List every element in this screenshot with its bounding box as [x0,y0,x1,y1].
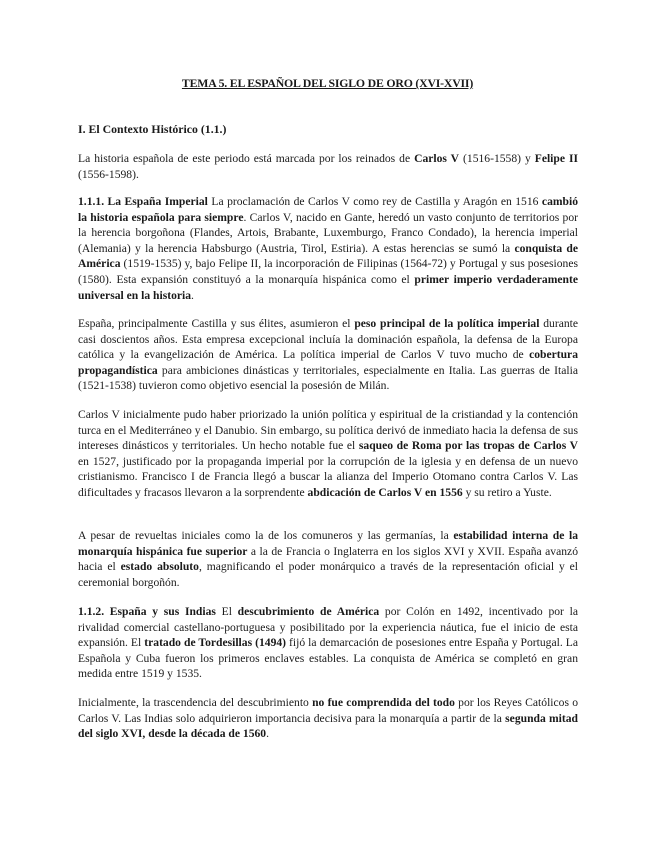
paragraph-carlos-v [78,407,578,501]
text-run: Inicialmente, la trascendencia del descubrimiento [78,696,313,709]
text-run: A pesar de revueltas iniciales como la de los comuneros y las germanías, la [78,529,454,542]
text-run: por Colón en 1492, incentivado por la rivalidad comercial castellano-portuguesa y posibilitado por la experiencia náutica, fue el inicio de esta expansión. El [78,605,578,650]
bold-text-run: estabilidad interna de la monarquía hispánica fue superior [78,529,578,558]
bold-text-run: peso principal de la política imperial [354,317,540,330]
bold-text-run: cambió la historia española para siempre [78,195,578,224]
text-run: fijó la demarcación de posesiones entre España y Portugal. La Española y Cuba fueron los primeros enclaves estables. La conquista de América se completó en gran medida entre 1519 y 1535. [78,636,578,681]
text-run: por los Reyes Católicos o Carlos V. Las Indias solo adquirieron importancia decisiva para la monarquía a partir de la [78,696,579,725]
text-run: durante casi doscientos años. Esta empresa excepcional incluía la dominación española, la defensa de la Europa católica y la evangelización de América. La política imperial de Carlos V tuvo mucho de [78,317,579,362]
text-run: . [191,288,194,302]
bold-text-run: tratado de Tordesillas (1494) [144,636,287,650]
bold-text-run: 1.1.2. España y sus Indias [78,605,216,618]
bold-text-run: abdicación de Carlos V en 1556 [307,485,463,499]
text-run: para ambiciones dinásticas y territoriales, especialmente en Italia. Las guerras de Italia (1521-1538) tuvieron como objetivo esencial la posesión de Milán. [78,363,578,393]
text-run: La proclamación de Carlos V como rey de Castilla y Aragón en 1516 [207,195,542,208]
text-run: (1556-1598). [78,167,139,181]
paragraph-espana-imperial [78,194,578,303]
text-run: . [266,727,269,741]
bold-text-run: Felipe II [534,152,578,165]
bold-text-run: 1.1.1. La España Imperial [78,195,208,208]
text-run: y su retiro a Yuste. [462,485,552,499]
bold-text-run: segunda mitad del siglo XVI, desde la década de 1560 [78,711,578,741]
text-run: Carlos V inicialmente pudo haber priorizado la unión política y espiritual de la cristiandad y la contención turca en el Mediterráneo y el Danubio. Sin embargo, su política derivó de inmediato hacia la defensa de sus intereses dinásticos y territoriales. Un hecho notable fue el [78,408,578,453]
text-run: El [215,605,238,618]
paragraph-indias [78,604,578,682]
paragraph-intro [78,151,578,182]
bold-text-run: estado absoluto [120,560,199,574]
text-run: a la de Francia o Inglaterra en los siglos XVI y XVII. España avanzó hacia el [78,544,578,574]
paragraph-estabilidad [78,528,578,590]
paragraph-peso-imperial [78,316,578,394]
bold-text-run: Carlos V [414,152,460,165]
bold-text-run: no fue comprendida del todo [312,696,455,709]
text-run: España, principalmente Castilla y sus élites, asumieron el [78,317,355,330]
bold-text-run: conquista de América [78,241,579,271]
bold-text-run: primer imperio verdaderamente universal en la historia [78,272,578,302]
document-title: TEMA 5. EL ESPAÑOL DEL SIGLO DE ORO (XVI-XVII) [181,76,474,90]
bold-text-run: descubrimiento de América [237,605,380,618]
section-heading: I. El Contexto Histórico (1.1.) [78,122,227,136]
text-run: en 1527, justificado por la propaganda imperial por la corrupción de la iglesia y en defensa de un nuevo cristianismo. Francisco I de Francia llegó a buscar la alianza del Imperio Otomano contra Carlos V. Las dificultades y fracasos llevaron a la sorprendente [78,454,578,499]
text-run: , magnificando el poder monárquico a través de la representación oficial y el ceremonial borgoñón. [78,560,579,589]
text-run: . Carlos V, nacido en Gante, heredó un vasto conjunto de territorios por la herencia borgoñona (Flandes, Artois, Brabante, Luxemburgo, Franco Condado), la herencia imperial (Alemania) y la herencia Habsburgo (Austria, Tirol, Estiria). A estas herencias se sumó la [78,210,578,255]
text-run: (1519-1535) y, bajo Felipe II, la incorporación de Filipinas (1564-72) y Portugal y sus posesiones (1580). Esta expansión constituyó a la monarquía hispánica como el [78,257,578,286]
text-run: La historia española de este periodo está marcada por los reinados de [78,152,415,165]
paragraph-trascendencia [78,695,578,742]
bold-text-run: cobertura propagandística [78,348,578,377]
text-run: (1516-1558) y [459,152,535,165]
bold-text-run: saqueo de Roma por las tropas de Carlos V [358,439,578,453]
